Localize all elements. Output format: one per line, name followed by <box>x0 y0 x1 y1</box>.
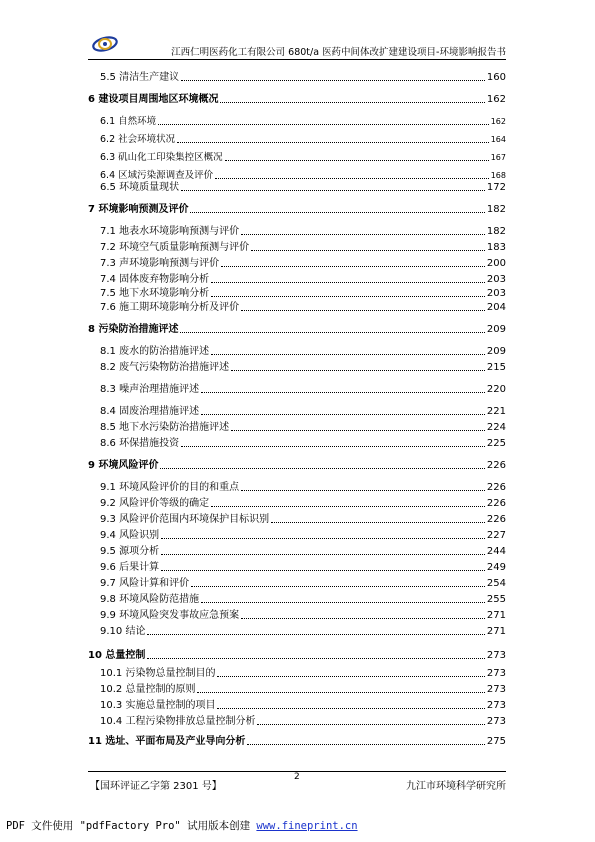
toc-leader-dots <box>180 332 484 333</box>
toc-entry-title: 10.2 总量控制的原则 <box>100 684 196 695</box>
toc-entry-title: 9.1 环境风险评价的目的和重点 <box>100 482 240 493</box>
toc-entry[interactable] <box>88 256 506 270</box>
toc-entry-page: 275 <box>486 736 506 747</box>
toc-entry-title: 7.2 环境空气质量影响预测与评价 <box>100 242 250 253</box>
toc-entry[interactable] <box>88 480 506 494</box>
toc-entry-page: 162 <box>486 94 506 105</box>
toc-leader-dots <box>217 708 484 709</box>
toc-entry-title: 8.6 环保措施投资 <box>100 438 180 449</box>
toc-entry[interactable] <box>88 528 506 542</box>
toc-leader-dots <box>231 370 485 371</box>
toc-leader-dots <box>220 102 484 103</box>
toc-entry-title: 9 环境风险评价 <box>88 460 159 471</box>
toc-entry-title: 6.3 矶山化工印染集控区概况 <box>100 152 223 163</box>
toc-entry-title: 9.4 风险识别 <box>100 530 160 541</box>
toc-entry-page: 271 <box>486 610 506 621</box>
toc-entry[interactable] <box>88 114 506 128</box>
toc-entry-title: 9.3 风险评价范围内环境保护目标识别 <box>100 514 270 525</box>
toc-leader-dots <box>241 310 485 311</box>
toc-leader-dots <box>161 554 485 555</box>
toc-entry-title: 8.3 噪声治理措施评述 <box>100 384 200 395</box>
toc-entry-page: 255 <box>486 594 506 605</box>
company-logo-icon <box>90 31 120 55</box>
toc-leader-dots <box>161 570 485 571</box>
toc-entry[interactable] <box>88 344 506 358</box>
toc-entry-title: 8.2 废气污染物防治措施评述 <box>100 362 230 373</box>
toc-entry[interactable] <box>88 272 506 286</box>
toc-entry-title: 9.10 结论 <box>100 626 146 637</box>
toc-entry[interactable] <box>88 92 506 106</box>
toc-entry[interactable] <box>88 70 506 84</box>
toc-leader-dots <box>211 282 485 283</box>
toc-entry-title: 8.1 废水的防治措施评述 <box>100 346 210 357</box>
toc-leader-dots <box>241 490 485 491</box>
toc-entry-page: 271 <box>486 626 506 637</box>
toc-entry[interactable] <box>88 648 506 662</box>
toc-entry-page: 244 <box>486 546 506 557</box>
toc-leader-dots <box>147 634 484 635</box>
toc-entry-title: 9.5 源项分析 <box>100 546 160 557</box>
toc-entry[interactable] <box>88 734 506 748</box>
toc-leader-dots <box>201 602 485 603</box>
toc-entry-page: 273 <box>486 650 506 661</box>
page-number: 2 <box>294 772 300 782</box>
toc-leader-dots <box>201 392 485 393</box>
toc-entry-title: 11 选址、平面布局及产业导向分析 <box>88 736 246 747</box>
toc-entry-page: 183 <box>486 242 506 253</box>
toc-leader-dots <box>271 522 485 523</box>
toc-entry-title: 8 污染防治措施评述 <box>88 324 179 335</box>
institute-name: 九江市环境科学研究所 <box>406 781 506 792</box>
toc-entry[interactable] <box>88 322 506 336</box>
watermark-text: PDF 文件使用 "pdfFactory Pro" 试用版本创建 <box>6 820 257 832</box>
toc-leader-dots <box>190 212 484 213</box>
toc-leader-dots <box>247 744 485 745</box>
toc-entry-title: 6.2 社会环境状况 <box>100 134 176 145</box>
toc-leader-dots <box>197 692 484 693</box>
toc-entry-title: 7.1 地表水环境影响预测与评价 <box>100 226 240 237</box>
toc-entry-page: 273 <box>486 700 506 711</box>
toc-leader-dots <box>215 178 489 179</box>
toc-leader-dots <box>241 618 485 619</box>
toc-entry[interactable] <box>88 496 506 510</box>
toc-entry-title: 6.1 自然环境 <box>100 116 157 127</box>
toc-entry-page: 203 <box>486 274 506 285</box>
toc-leader-dots <box>221 266 485 267</box>
toc-leader-dots <box>177 142 489 143</box>
toc-entry-title: 7.5 地下水环境影响分析 <box>100 288 210 299</box>
toc-leader-dots <box>211 296 485 297</box>
toc-entry[interactable] <box>88 608 506 622</box>
toc-entry-page: 172 <box>486 182 506 193</box>
toc-entry-page: 164 <box>490 135 506 144</box>
toc-entry-page: 209 <box>486 324 506 335</box>
toc-entry-page: 224 <box>486 422 506 433</box>
toc-entry-page: 273 <box>486 684 506 695</box>
toc-entry-page: 203 <box>486 288 506 299</box>
toc-entry-title: 6 建设项目周围地区环境概况 <box>88 94 219 105</box>
page-header <box>88 31 506 61</box>
toc-entry-page: 249 <box>486 562 506 573</box>
toc-entry-page: 225 <box>486 438 506 449</box>
toc-leader-dots <box>161 538 485 539</box>
toc-leader-dots <box>201 414 485 415</box>
toc-entry-page: 226 <box>486 498 506 509</box>
toc-entry-page: 182 <box>486 204 506 215</box>
toc-leader-dots <box>158 124 489 125</box>
toc-leader-dots <box>225 160 489 161</box>
toc-entry[interactable] <box>88 436 506 450</box>
certificate-number: 【国环评证乙字第 2301 号】 <box>90 781 222 792</box>
toc-leader-dots <box>241 234 485 235</box>
toc-entry-page: 254 <box>486 578 506 589</box>
toc-entry-title: 7.6 施工期环境影响分析及评价 <box>100 302 240 313</box>
toc-entry[interactable] <box>88 404 506 418</box>
header-title: 江西仁明医药化工有限公司 680t/a 医药中间体改扩建建设项目-环境影响报告书 <box>171 47 506 58</box>
toc-entry-title: 7.3 声环境影响预测与评价 <box>100 258 220 269</box>
toc-leader-dots <box>160 468 484 469</box>
header-rule <box>88 59 506 60</box>
toc-entry[interactable] <box>88 150 506 164</box>
toc-entry[interactable] <box>88 512 506 526</box>
toc-leader-dots <box>181 190 485 191</box>
toc-entry-title: 10.1 污染物总量控制目的 <box>100 668 216 679</box>
toc-leader-dots <box>231 430 485 431</box>
toc-entry-title: 8.4 固废治理措施评述 <box>100 406 200 417</box>
toc-entry-page: 167 <box>490 153 506 162</box>
toc-leader-dots <box>181 446 485 447</box>
toc-entry[interactable] <box>88 458 506 472</box>
watermark-link[interactable]: www.fineprint.cn <box>256 820 358 832</box>
toc-entry-title: 9.9 环境风险突发事故应急预案 <box>100 610 240 621</box>
toc-entry-page: 182 <box>486 226 506 237</box>
toc-entry-page: 227 <box>486 530 506 541</box>
toc-leader-dots <box>257 724 484 725</box>
toc-entry-title: 8.5 地下水污染防治措施评述 <box>100 422 230 433</box>
toc-entry-page: 215 <box>486 362 506 373</box>
toc-entry-page: 200 <box>486 258 506 269</box>
toc-entry[interactable] <box>88 300 506 314</box>
toc-entry-page: 273 <box>486 668 506 679</box>
toc-entry[interactable] <box>88 180 506 194</box>
toc-entry-page: 221 <box>486 406 506 417</box>
toc-leader-dots <box>211 506 485 507</box>
toc-entry-page: 204 <box>486 302 506 313</box>
toc-entry[interactable] <box>88 560 506 574</box>
toc-entry-page: 160 <box>486 72 506 83</box>
toc-entry[interactable] <box>88 224 506 238</box>
toc-entry-title: 6.5 环境质量现状 <box>100 182 180 193</box>
toc-entry-page: 226 <box>486 514 506 525</box>
toc-entry[interactable] <box>88 420 506 434</box>
pdf-watermark <box>6 818 358 833</box>
toc-leader-dots <box>181 80 485 81</box>
toc-entry-page: 226 <box>486 460 506 471</box>
toc-entry-title: 9.7 风险计算和评价 <box>100 578 190 589</box>
toc-leader-dots <box>217 676 484 677</box>
toc-entry-page: 226 <box>486 482 506 493</box>
toc-entry[interactable] <box>88 666 506 680</box>
toc-leader-dots <box>191 586 485 587</box>
toc-entry-title: 7.4 固体废弃物影响分析 <box>100 274 210 285</box>
toc-entry[interactable] <box>88 576 506 590</box>
toc-entry[interactable] <box>88 714 506 728</box>
toc-entry-title: 10 总量控制 <box>88 650 146 661</box>
toc-entry-page: 220 <box>486 384 506 395</box>
toc-entry-page: 168 <box>490 171 506 180</box>
toc-entry[interactable] <box>88 544 506 558</box>
toc-entry-title: 10.4 工程污染物排放总量控制分析 <box>100 716 256 727</box>
toc-leader-dots <box>147 658 485 659</box>
toc-entry[interactable] <box>88 202 506 216</box>
toc-entry[interactable] <box>88 382 506 396</box>
toc-entry[interactable] <box>88 624 506 638</box>
toc-entry[interactable] <box>88 592 506 606</box>
toc-entry-title: 5.5 清洁生产建议 <box>100 72 180 83</box>
toc-entry[interactable] <box>88 682 506 696</box>
toc-entry-title: 6.4 区域污染源调查及评价 <box>100 170 214 181</box>
toc-entry-page: 162 <box>490 117 506 126</box>
toc-entry[interactable] <box>88 240 506 254</box>
toc-entry[interactable] <box>88 286 506 300</box>
toc-entry[interactable] <box>88 698 506 712</box>
toc-entry-page: 209 <box>486 346 506 357</box>
toc-entry[interactable] <box>88 132 506 146</box>
toc-entry-page: 273 <box>486 716 506 727</box>
toc-leader-dots <box>211 354 485 355</box>
toc-entry-title: 7 环境影响预测及评价 <box>88 204 189 215</box>
toc-entry-title: 9.6 后果计算 <box>100 562 160 573</box>
toc-entry-title: 10.3 实施总量控制的项目 <box>100 700 216 711</box>
toc-entry[interactable] <box>88 360 506 374</box>
toc-entry-title: 9.2 风险评价等级的确定 <box>100 498 210 509</box>
toc-entry-title: 9.8 环境风险防范措施 <box>100 594 200 605</box>
toc-leader-dots <box>251 250 485 251</box>
